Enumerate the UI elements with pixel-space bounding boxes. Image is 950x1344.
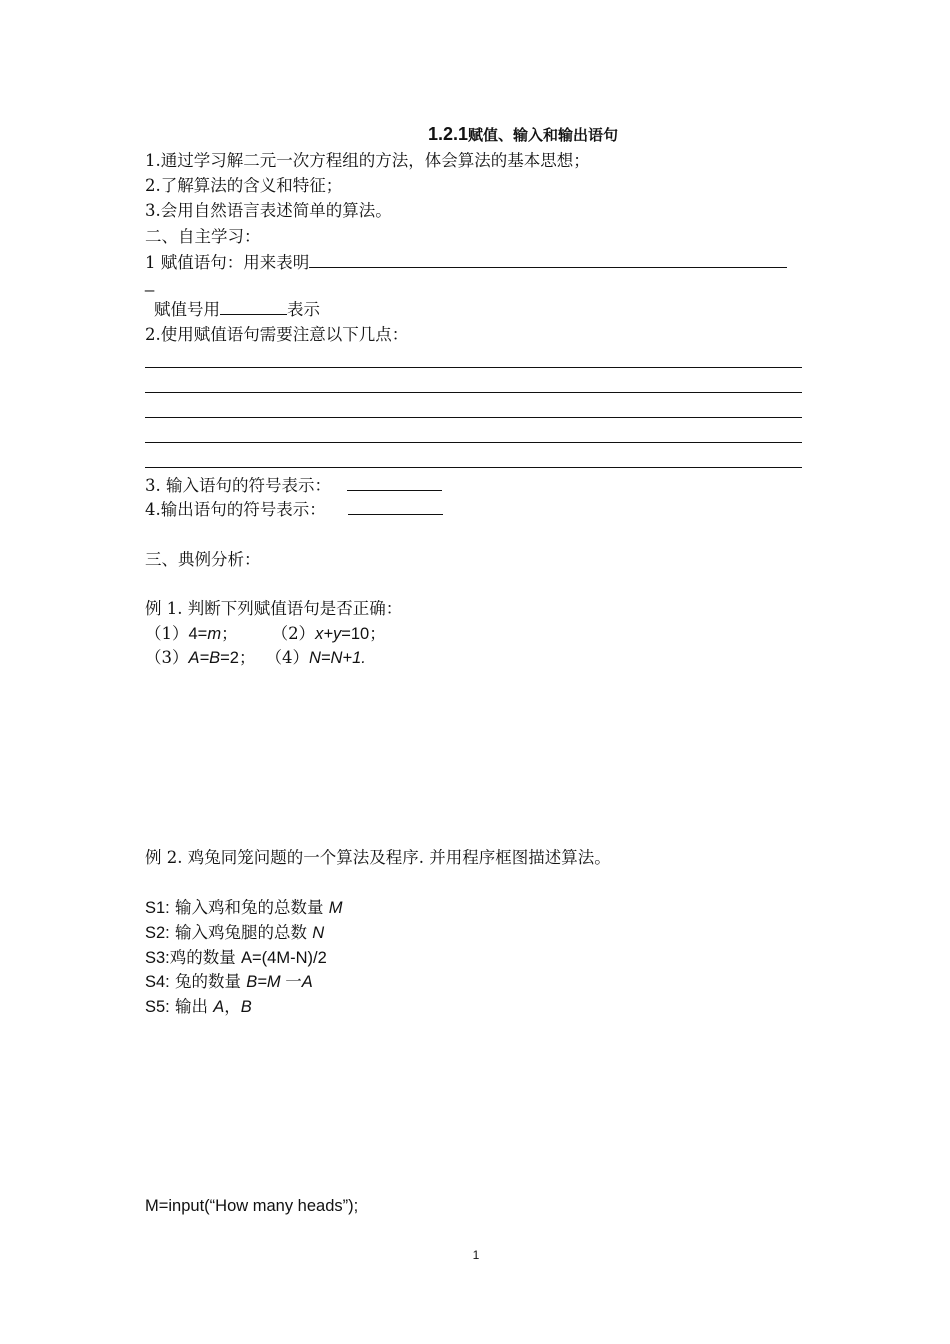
item-expr: N=N+1. xyxy=(308,649,366,667)
step-separator: ， xyxy=(224,997,241,1016)
step-s5 xyxy=(145,996,252,1018)
item-end: =2； xyxy=(220,649,256,667)
answer-line xyxy=(145,367,802,368)
item-label: （1） xyxy=(145,624,189,643)
question-1b-prefix: 赋值号用 xyxy=(154,300,220,319)
example-2-heading: 例 2. 鸡兔同笼问题的一个算法及程序. 并用程序框图描述算法。 xyxy=(145,848,611,867)
example-1-row-2 xyxy=(145,647,366,669)
question-4-text: 4.输出语句的符号表示： xyxy=(145,500,326,519)
code-line: M=input(“How many heads”); xyxy=(145,1197,359,1215)
item-label: （2） xyxy=(271,624,316,643)
step-var: B xyxy=(240,998,252,1016)
question-3 xyxy=(145,474,442,497)
goal-2: 2.了解算法的含义和特征； xyxy=(145,176,343,195)
step-var: N xyxy=(312,924,325,942)
step-var: A xyxy=(301,973,313,991)
example-1-row-1 xyxy=(145,623,386,645)
page-title xyxy=(428,124,618,145)
step-s3 xyxy=(145,947,327,969)
answer-blank xyxy=(348,498,443,515)
question-1-text: 1 赋值语句：用来表明 xyxy=(145,253,310,272)
step-label: S2: xyxy=(145,924,170,942)
answer-blank xyxy=(220,298,287,315)
step-text: 输入鸡和兔的总数量 xyxy=(169,898,329,917)
step-label: S4: xyxy=(145,973,170,991)
example-1-heading: 例 1. 判断下列赋值语句是否正确： xyxy=(145,599,403,618)
step-text: 输出 xyxy=(169,997,214,1016)
step-text: 鸡的数量 xyxy=(169,948,242,967)
title-text: 赋值、输入和输出语句 xyxy=(468,126,619,144)
step-var: M xyxy=(328,899,343,917)
step-s4 xyxy=(145,971,313,993)
answer-line xyxy=(145,467,802,468)
section-heading-self-study: 二、自主学习： xyxy=(145,227,261,246)
item-expr: 4= xyxy=(188,625,208,643)
answer-line xyxy=(145,442,802,443)
item-label: （4） xyxy=(265,648,309,667)
question-1b-suffix: 表示 xyxy=(287,300,320,319)
step-text: 输入鸡兔腿的总数 xyxy=(169,923,313,942)
question-1b xyxy=(154,298,320,321)
step-label: S1: xyxy=(145,899,170,917)
goal-3: 3.会用自然语言表述简单的算法。 xyxy=(145,201,392,220)
item-label: （3） xyxy=(145,648,189,667)
step-label: S3: xyxy=(145,949,170,967)
step-var: A xyxy=(213,998,225,1016)
item-end: ； xyxy=(221,624,238,643)
step-minus: 一 xyxy=(285,972,302,991)
page-number: 1 xyxy=(472,1248,480,1262)
answer-blank xyxy=(309,251,787,268)
question-4 xyxy=(145,498,443,521)
step-s2 xyxy=(145,922,324,944)
step-s1 xyxy=(145,897,343,919)
question-1 xyxy=(145,251,787,274)
step-expr: A=(4M-N)/2 xyxy=(241,949,327,967)
question-2: 2.使用赋值语句需要注意以下几点： xyxy=(145,325,409,344)
answer-blank xyxy=(347,474,442,491)
item-end: =10； xyxy=(341,625,386,643)
step-expr: B=M xyxy=(246,973,286,991)
question-3-text: 3. 输入语句的符号表示： xyxy=(145,476,331,495)
step-text: 兔的数量 xyxy=(169,972,247,991)
goal-1: 1.通过学习解二元一次方程组的方法，体会算法的基本思想； xyxy=(145,151,590,170)
step-label: S5: xyxy=(145,998,170,1016)
item-expr: x+y xyxy=(315,625,342,643)
title-number: 1.2.1 xyxy=(428,124,469,144)
answer-line xyxy=(145,392,802,393)
item-var: m xyxy=(207,625,222,643)
answer-line xyxy=(145,417,802,418)
item-expr: A=B xyxy=(188,649,221,667)
section-heading-examples: 三、典例分析： xyxy=(145,550,261,569)
question-1-trail: _ xyxy=(145,274,155,292)
